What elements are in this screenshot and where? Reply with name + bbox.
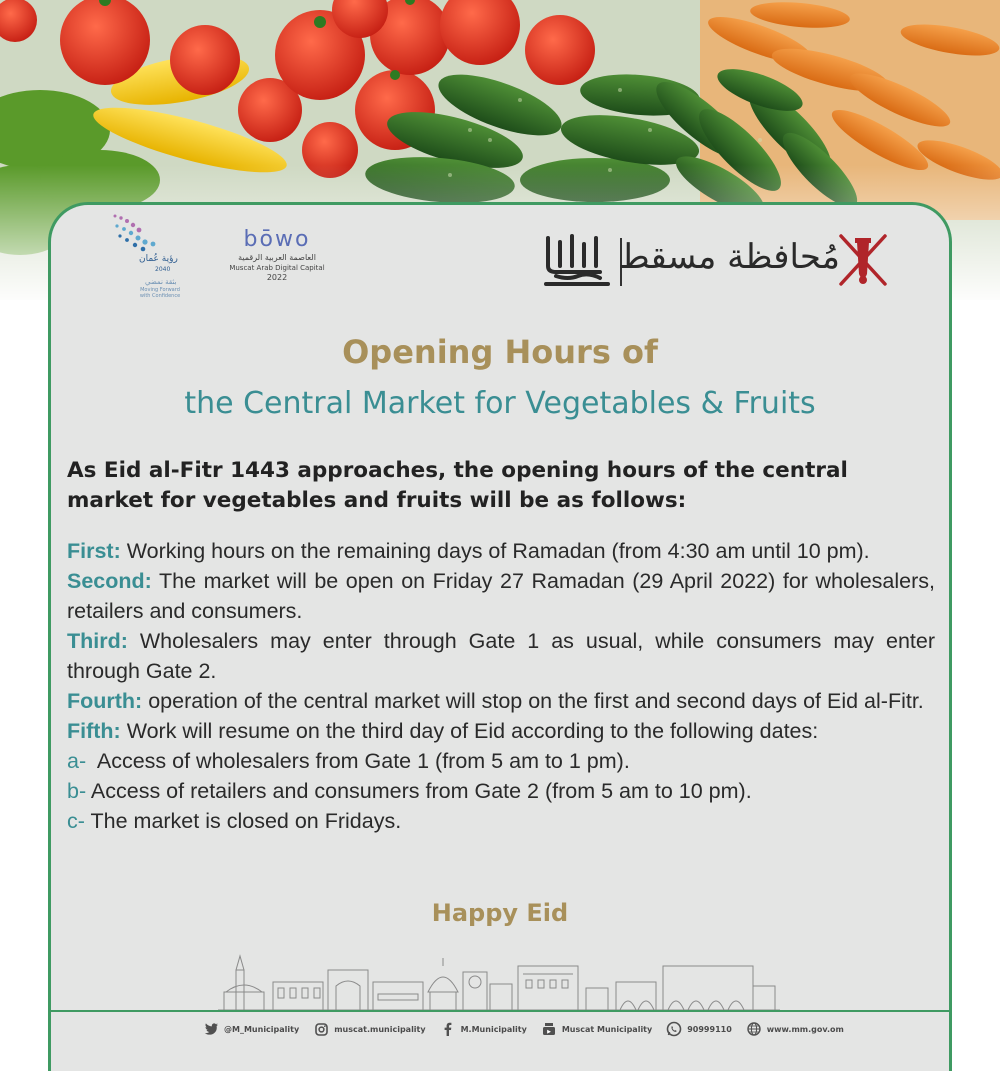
youtube-handle: Muscat Municipality [561,1024,653,1034]
sub-item-label: b- [67,779,87,803]
list-item-text: The market will be open on Friday 27 Ramadan (29 April 2022) for wholesalers, retailers and consumers. [67,569,935,623]
instagram-link[interactable] [313,1021,425,1037]
list-item-third [67,626,935,686]
vision-arabic-tagline: بثقة نمضي [145,278,177,286]
muscat-arab-digital-capital-logo [222,228,332,293]
sub-item-label: c- [67,809,85,833]
capital-year: 2022 [266,273,288,282]
svg-text:▶: ▶ [546,1029,551,1036]
vision-year: 2040 [155,266,171,273]
website-url: www.mm.gov.om [766,1024,844,1034]
page-subtitle: the Central Market for Vegetables & Fruits [184,386,816,421]
twitter-link[interactable] [203,1021,299,1037]
list-item-text: Working hours on the remaining days of Ramadan (from 4:30 am until 10 pm). [120,539,870,563]
facebook-icon [440,1021,456,1037]
list-item-text: operation of the central market will stop on the first and second days of Eid al-Fitr. [142,689,924,713]
capital-english-text: Muscat Arab Digital Capital [229,264,325,272]
muscat-governorate-logo [618,232,840,282]
whatsapp-icon [666,1021,682,1037]
list-item-first [67,536,935,566]
announcement-list [67,536,935,836]
social-links-bar [203,1018,844,1040]
whatsapp-link[interactable] [666,1021,732,1037]
vision-arabic-text: رؤية عُمان [139,254,178,264]
facebook-handle: M.Municipality [460,1024,527,1034]
list-item-label: Third: [67,629,128,653]
intro-paragraph: As Eid al-Fitr 1443 approaches, the opening hours of the central market for vegetables and fruits will be as follows: [67,458,848,513]
list-item-label: Second: [67,569,152,593]
list-item-fourth [67,686,935,716]
footer-divider [48,1010,952,1012]
sub-item-a [67,746,935,776]
vision-english-tagline: Moving Forward with Confidence [139,287,181,299]
website-link[interactable] [746,1021,844,1037]
youtube-icon [541,1021,557,1037]
sub-item-text: Access of retailers and consumers from Gate 2 (from 5 am to 10 pm). [86,779,752,803]
sub-item-text: The market is closed on Fridays. [84,809,402,833]
oman-vision-2040-logo [105,208,185,303]
capital-arabic-text: العاصمة العربية الرقمية [238,253,316,262]
twitter-handle: @M_Municipality [224,1024,300,1034]
muscat-municipality-logo [538,228,618,290]
globe-icon [746,1021,762,1037]
sub-item-b [67,776,935,806]
oman-national-emblem-icon [833,228,893,292]
governorate-arabic-text: مُحافظة مسقط [618,237,840,277]
list-item-second [67,566,935,626]
closing-greeting: Happy Eid [431,899,569,927]
list-item-label: Fifth: [67,719,121,743]
whatsapp-number: 90999110 [687,1024,732,1034]
list-item-text: Wholesalers may enter through Gate 1 as usual, while consumers may enter through Gate 2. [67,629,935,683]
list-item-fifth [67,716,935,746]
sub-item-text: Access of wholesalers from Gate 1 (from 5 am to 1 pm). [86,749,630,773]
muscat-skyline-illustration [218,952,780,1014]
twitter-icon [203,1021,219,1037]
page-title: Opening Hours of [342,333,658,371]
list-item-label: First: [67,539,121,563]
instagram-handle: muscat.municipality [334,1024,426,1034]
sub-item-c [67,806,935,836]
list-item-label: Fourth: [67,689,143,713]
instagram-icon [313,1021,329,1037]
municipality-calligraphy-icon [538,228,618,290]
capital-logo-mark: bōwo [243,227,311,252]
facebook-link[interactable] [440,1021,527,1037]
sub-item-label: a- [67,749,87,773]
youtube-link[interactable] [541,1021,652,1037]
list-item-text: Work will resume on the third day of Eid according to the following dates: [120,719,819,743]
